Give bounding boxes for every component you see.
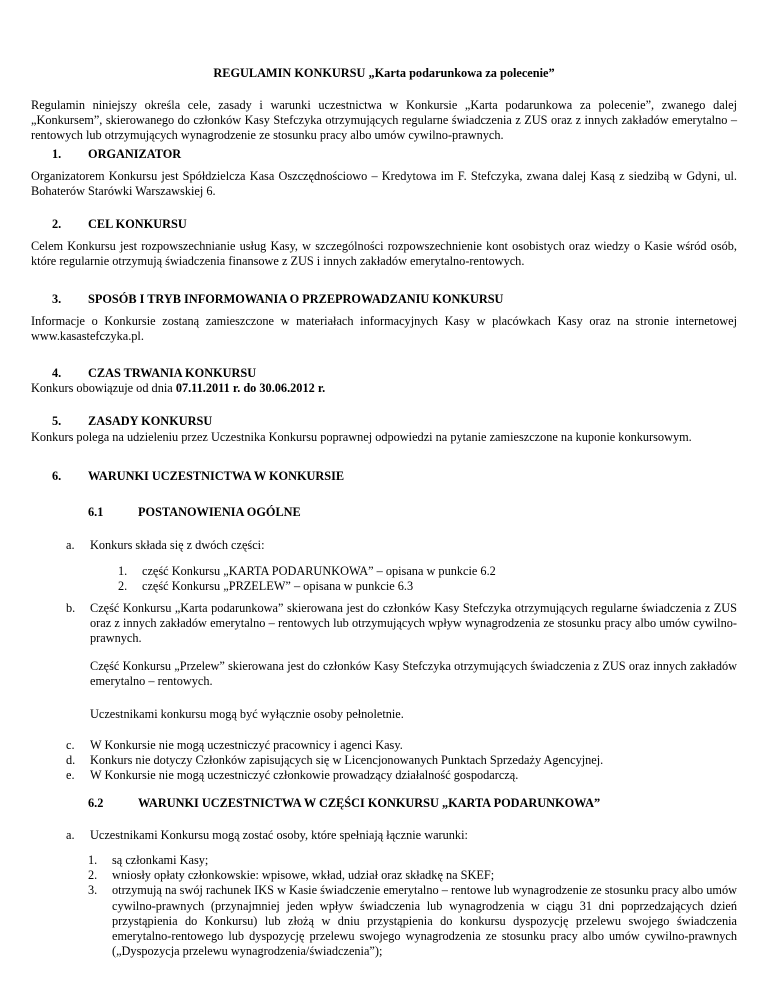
- section-1-heading: [52, 147, 181, 162]
- list-item: [88, 868, 737, 883]
- item-6-2-a-letter: a.: [66, 828, 75, 842]
- section-2-number: 2.: [52, 217, 62, 231]
- list-item-number: 3.: [88, 883, 98, 898]
- item-b-text-1: Część Konkursu „Karta podarunkowa” skierowana jest do członków Kasy Stefczyka otrzymujących regularne świadczenia z ZUS oraz z innych zakładów emerytalno – rentowych lub otrzymujących wpływ wynagrodzenia ze stosunku pracy albo umów cywilno-prawnych.: [90, 601, 737, 646]
- section-6-heading: [52, 469, 344, 484]
- section-5-number: 5.: [52, 414, 62, 428]
- list-item-number: 1.: [88, 853, 98, 867]
- subsection-6-2-heading: [88, 796, 600, 811]
- parts-list: [118, 564, 496, 594]
- list-item-text: część Konkursu „KARTA PODARUNKOWA” – opisana w punkcie 6.2: [142, 564, 496, 578]
- section-1-text: Organizatorem Konkursu jest Spółdzielcza Kasa Oszczędnościowo – Kredytowa im F. Stefczyka, zwana dalej Kasą z siedzibą w Gdyni, ul. Bohaterów Starówki Warszawskiej 6.: [31, 169, 737, 199]
- section-6-number: 6.: [52, 469, 62, 483]
- list-item: [88, 853, 737, 868]
- section-5-heading: [52, 414, 212, 429]
- item-a-text: Konkurs składa się z dwóch części:: [90, 538, 265, 552]
- list-item-letter: c.: [66, 738, 75, 752]
- subsection-6-1-number: 6.1: [88, 505, 104, 519]
- intro-paragraph: Regulamin niniejszy określa cele, zasady i warunki uczestnictwa w Konkursie „Karta podarunkowa za polecenie”, zwanego dalej „Konkursem”, skierowanego do członków Kasy Stefczyka otrzymujących regularne świadczenia z ZUS oraz z innych zakładów emerytalno – rentowych lub otrzymujących wynagrodzenie ze stosunku pracy albo umów cywilno-prawnych.: [31, 98, 737, 143]
- section-6-title: WARUNKI UCZESTNICTWA W KONKURSIE: [88, 469, 345, 483]
- list-item-number: 1.: [118, 564, 128, 578]
- list-item-number: 2.: [118, 579, 128, 594]
- conditions-list: [88, 853, 737, 959]
- list-item: [66, 768, 737, 783]
- list-item-text: część Konkursu „PRZELEW” – opisana w punkcie 6.3: [142, 579, 414, 594]
- section-4-dates: 07.11.2011 r. do 30.06.2012 r.: [175, 381, 326, 395]
- list-item-text: wniosły opłaty członkowskie: wpisowe, wkład, udział oraz składkę na SKEF;: [112, 868, 495, 883]
- section-3-number: 3.: [52, 292, 62, 306]
- item-b-letter: b.: [66, 601, 76, 615]
- section-4-text: [31, 381, 737, 396]
- subsection-6-2-number: 6.2: [88, 796, 104, 810]
- item-6-2-a-text: Uczestnikami Konkursu mogą zostać osoby, które spełniają łącznie warunki:: [90, 828, 468, 842]
- section-4-title: CZAS TRWANIA KONKURSU: [88, 366, 257, 380]
- section-4-text-prefix: Konkurs obowiązuje od dnia: [31, 381, 176, 395]
- section-5-title: ZASADY KONKURSU: [88, 414, 213, 428]
- list-item: [118, 579, 496, 594]
- list-item: [118, 564, 496, 579]
- subsection-6-1-heading: [88, 505, 301, 520]
- section-2-text: Celem Konkursu jest rozpowszechnianie usług Kasy, w szczególności rozpowszechnienie kont osobistych oraz wiedzy o Kasie wśród osób, które regularnie otrzymują świadczenia finansowe z ZUS i innych zakładów emerytalno-rentowych.: [31, 239, 737, 269]
- list-item: [66, 738, 737, 753]
- section-2-heading: [52, 217, 187, 232]
- section-4-number: 4.: [52, 366, 62, 380]
- list-item: [66, 753, 737, 768]
- section-1-title: ORGANIZATOR: [88, 147, 182, 161]
- list-item-text: otrzymują na swój rachunek IKS w Kasie świadczenie emerytalno – rentowe lub wynagrodzenie ze stosunku pracy albo umów cywilno-prawnych (przynajmniej jeden wpływ świadczenia lub wynagrodzenia w ciągu 31 dni poprzedzających dzień przystąpienia do Konkursu) lub złożą w dniu przystąpienia do konkursu dyspozycję przelewu swojego świadczenia emerytalno-rentowego lub dyspozycję przelewu swojego wynagrodzenia ze stosunku pracy albo umów cywilno-prawnych („Dyspozycja przelewu wynagrodzenia/świadczenia”);: [112, 883, 737, 959]
- items-c-e: [66, 738, 737, 784]
- list-item-text: Konkurs nie dotyczy Członków zapisujących się w Licencjonowanych Punktach Sprzedaży Agencyjnej.: [90, 753, 604, 768]
- section-3-title: SPOSÓB I TRYB INFORMOWANIA O PRZEPROWADZANIU KONKURSU: [88, 292, 504, 306]
- list-item-number: 2.: [88, 868, 98, 883]
- subsection-6-1-title: POSTANOWIENIA OGÓLNE: [138, 505, 301, 519]
- list-item-text: W Konkursie nie mogą uczestniczyć członkowie prowadzący działalność gospodarczą.: [90, 768, 519, 783]
- section-1-number: 1.: [52, 147, 62, 161]
- section-4-heading: [52, 366, 256, 381]
- section-5-text: Konkurs polega na udzieleniu przez Uczestnika Konkursu poprawnej odpowiedzi na pytanie zamieszczone na kuponie konkursowym.: [31, 430, 692, 444]
- list-item-text: W Konkursie nie mogą uczestniczyć pracownicy i agenci Kasy.: [90, 738, 403, 752]
- list-item-text: są członkami Kasy;: [112, 853, 209, 867]
- section-3-text: Informacje o Konkursie zostaną zamieszczone w materiałach informacyjnych Kasy w placówkach Kasy oraz na stronie internetowej www.kasastefczyka.pl.: [31, 314, 737, 344]
- list-item: [88, 883, 737, 959]
- document-title: REGULAMIN KONKURSU „Karta podarunkowa za polecenie”: [213, 66, 555, 80]
- list-item-letter: d.: [66, 753, 76, 768]
- subsection-6-2-title: WARUNKI UCZESTNICTWA W CZĘŚCI KONKURSU „KARTA PODARUNKOWA”: [138, 796, 601, 810]
- list-item-letter: e.: [66, 768, 75, 783]
- item-b-text-2: Część Konkursu „Przelew” skierowana jest do członków Kasy Stefczyka otrzymujących świadczenia z ZUS oraz innych zakładów emerytalno – rentowych.: [90, 659, 737, 689]
- item-a-letter: a.: [66, 538, 75, 552]
- section-3-heading: [52, 292, 503, 307]
- item-b-text-3: Uczestnikami konkursu mogą być wyłącznie osoby pełnoletnie.: [90, 707, 404, 721]
- section-2-title: CEL KONKURSU: [88, 217, 187, 231]
